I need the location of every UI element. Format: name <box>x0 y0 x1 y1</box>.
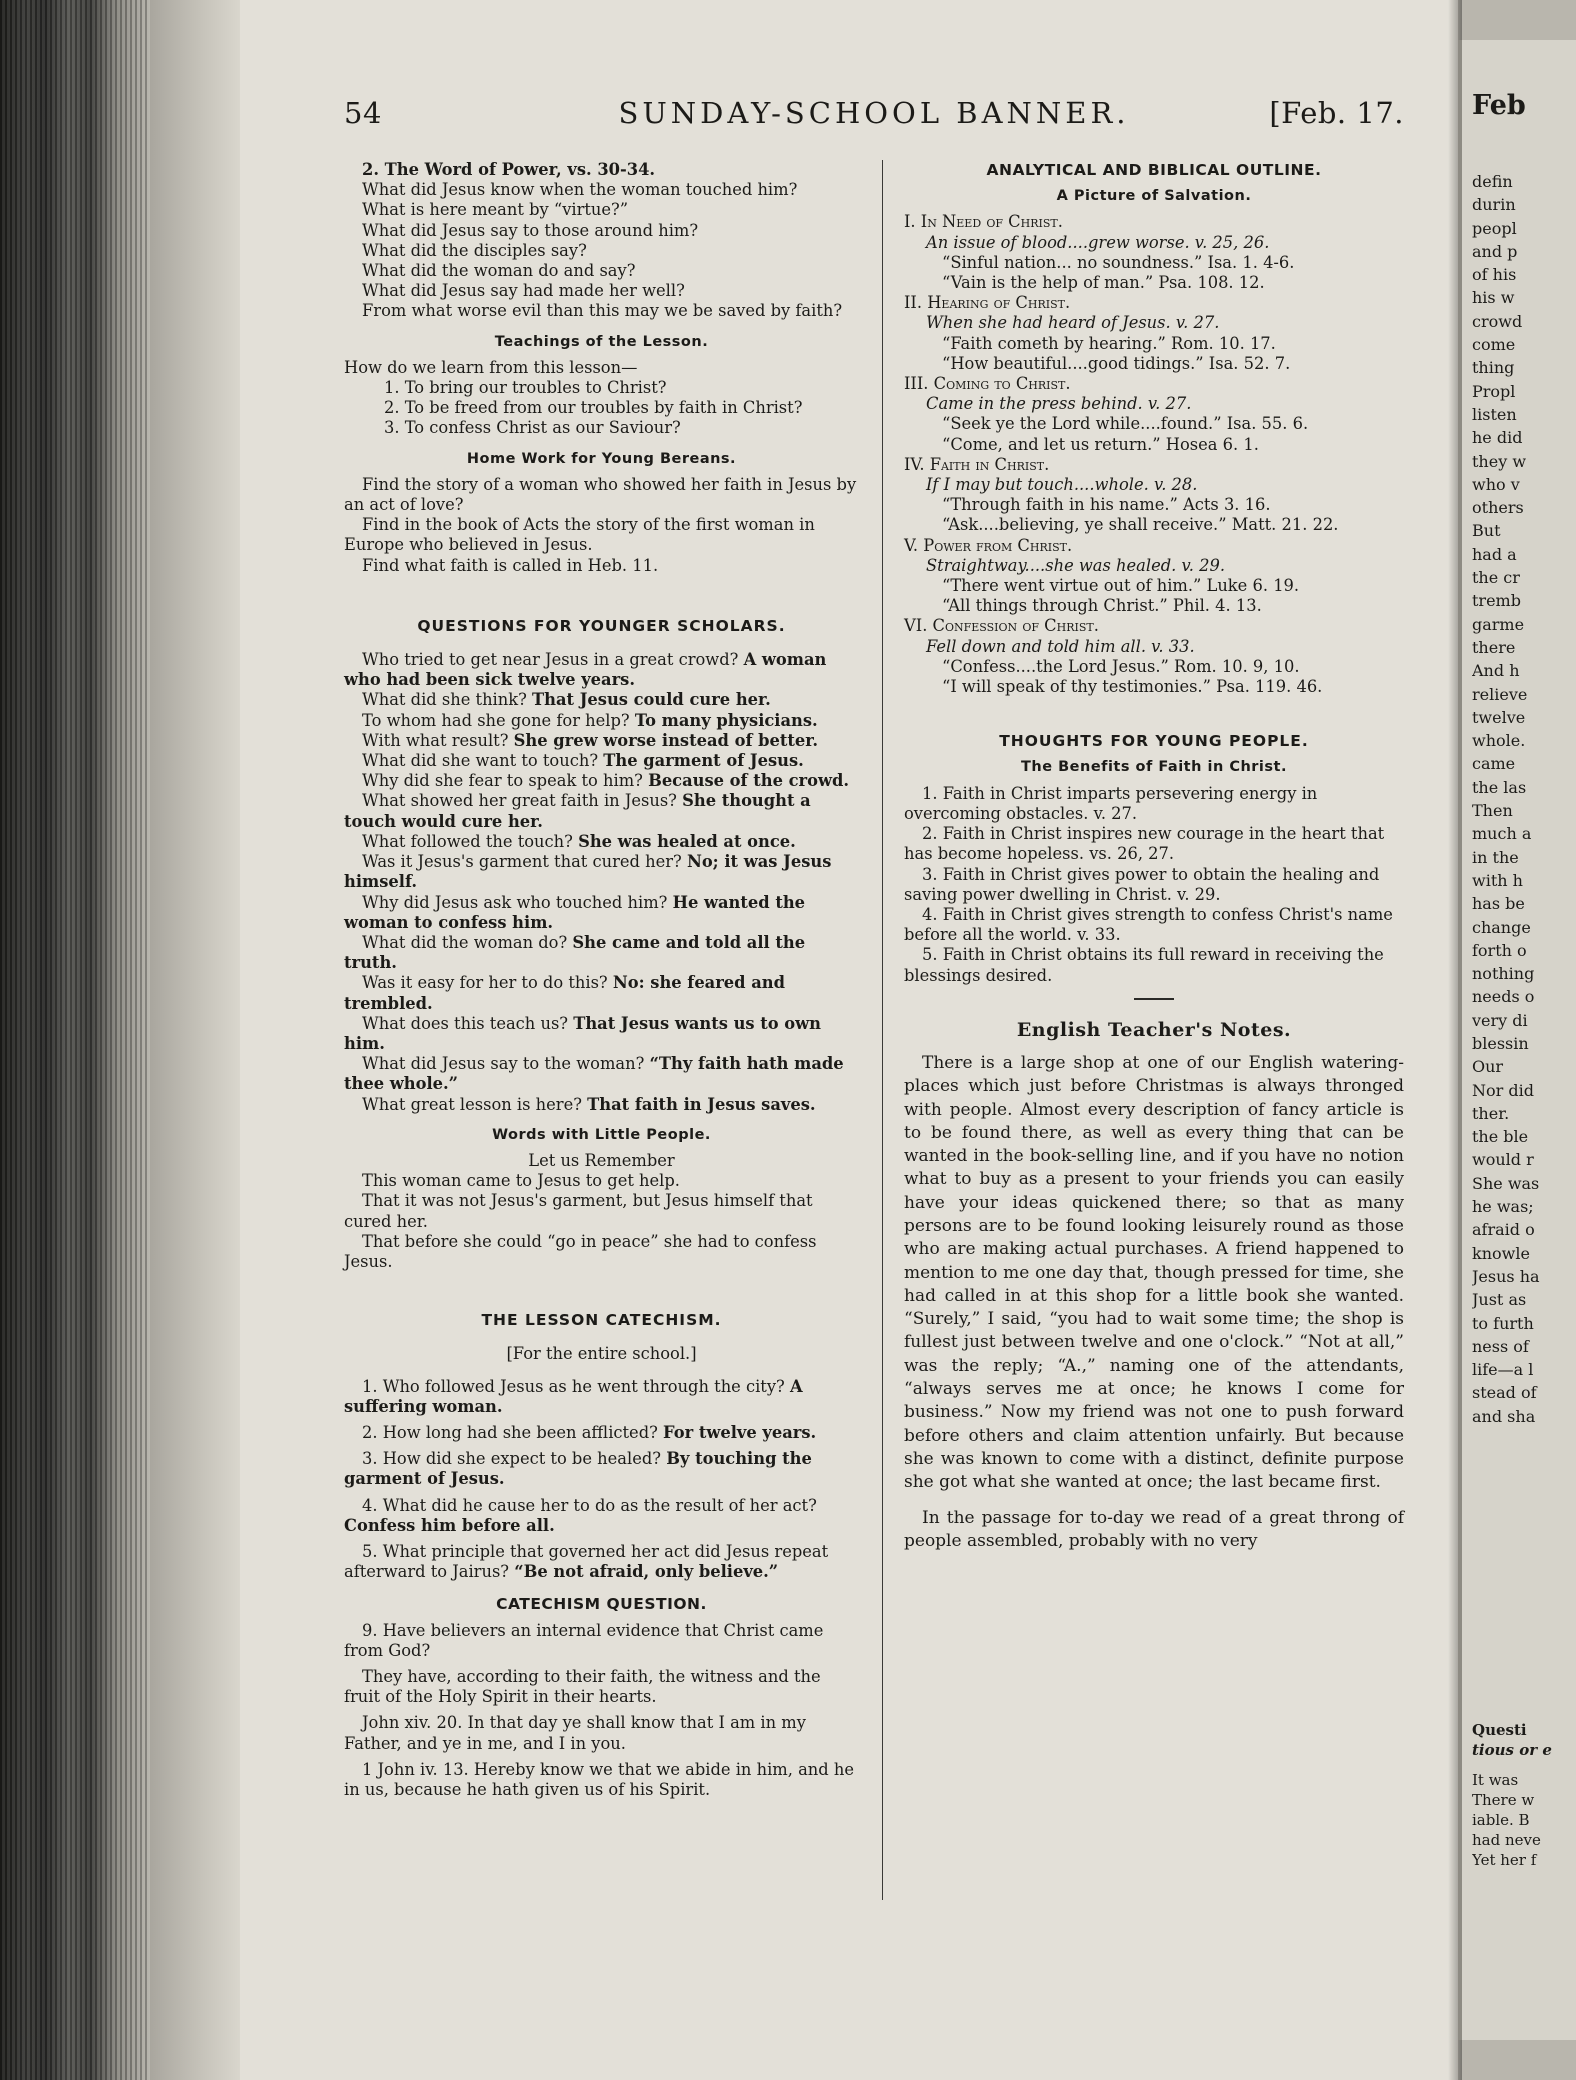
qa-item <box>344 751 859 771</box>
next-page-line: to furth <box>1472 1313 1534 1333</box>
next-page-line: Propl <box>1472 381 1516 401</box>
next-page-line: in the <box>1472 847 1519 867</box>
next-page-line: came <box>1472 754 1516 774</box>
qa-item <box>344 852 859 892</box>
home-work-heading: Home Work for Young Bereans. <box>466 450 737 467</box>
next-page-line: Jesus ha <box>1472 1266 1540 1286</box>
next-page-line: She was <box>1472 1173 1540 1193</box>
qa-item <box>344 832 859 852</box>
next-page-line: had a <box>1472 544 1517 564</box>
next-page-line: change <box>1472 917 1531 937</box>
next-page-sliver <box>1458 40 1576 2040</box>
next-page-line: ther. <box>1472 1103 1510 1123</box>
question: What did she think? <box>362 690 527 710</box>
outline-text-ref: Came in the press behind. v. 27. <box>926 394 1192 414</box>
qa-item <box>344 690 859 710</box>
little-people-item: That before she could “go in peace” she had to confess Jesus. <box>344 1231 817 1271</box>
answer: He wanted the woman to confess him. <box>344 892 806 932</box>
next-page-line: very di <box>1472 1010 1528 1030</box>
outline-text-ref: Straightway....she was healed. v. 29. <box>926 555 1225 575</box>
next-page-line: afraid o <box>1472 1220 1535 1240</box>
next-page-line: and sha <box>1472 1406 1536 1426</box>
next-page-line: Just as <box>1472 1290 1527 1310</box>
home-work-item: Find in the book of Acts the story of the first woman in Europe who believed in Jesus. <box>344 515 815 555</box>
outline-text-ref: If I may but touch....whole. v. 28. <box>926 475 1198 495</box>
qa-item <box>344 1423 859 1443</box>
publication-title: SUNDAY-SCHOOL BANNER. <box>618 96 1130 130</box>
answer: A suffering woman. <box>344 1376 803 1416</box>
next-page-line: the cr <box>1472 568 1520 588</box>
answer: A woman who had been sick twelve years. <box>344 650 827 690</box>
english-notes-para: There is a large shop at one of our English watering-places which just before Christmas is always thronged with people. Almost every description of fancy article is to be found there, as well as every thing that can be wanted in the book-selling line, and if you have no notion what to buy as a present to your friends you can easily have your ideas quickened there; so that as many persons are to be found looking leisurely round as those who are making actual purchases. A friend happened to mention to me one day that, though pressed for time, she had called in at this shop for a little book she wanted. “Surely,” I said, “you had to wait some time; the shop is fullest just between twelve and one o'clock.” “Not at all,” was the reply; “A.,” naming one of the attendants, “always serves me at once; he knows I come for business.” Now my friend was not one to push forward before others and claim attention unfairly. But because she was known to come with a distinct, definite purpose she got what she wanted at once; the last became first. <box>904 1052 1404 1493</box>
english-notes-heading: English Teacher's Notes. <box>1016 1018 1292 1041</box>
answer: To many physicians. <box>634 710 818 730</box>
next-page-line: life—a l <box>1472 1360 1534 1380</box>
thoughts-item: 4. Faith in Christ gives strength to confess Christ's name before all the world. v. 33. <box>904 904 1393 945</box>
next-page-lines <box>1472 170 1576 1428</box>
answer: She was healed at once. <box>578 831 796 851</box>
catechism-question-para: 9. Have believers an internal evidence that Christ came from God? <box>344 1620 824 1660</box>
catechism-question-heading: CATECHISM QUESTION. <box>496 1595 707 1614</box>
next-page-line: others <box>1472 498 1524 518</box>
outline-subheading: A Picture of Salvation. <box>1056 188 1252 205</box>
teachings-item: 1. To bring our troubles to Christ? <box>384 378 667 398</box>
answer: No: she feared and trembled. <box>344 973 785 1013</box>
next-page-line: much a <box>1472 824 1532 844</box>
next-page-line: stead of <box>1472 1383 1537 1403</box>
question: What did Jesus say to the woman? <box>362 1054 645 1074</box>
question: What did she want to touch? <box>362 751 599 771</box>
outline-quote: “Through faith in his name.” Acts 3. 16. <box>942 495 1271 515</box>
outline-quote: “How beautiful....good tidings.” Isa. 52. 7. <box>942 353 1291 373</box>
qa-item <box>344 1054 859 1094</box>
qa-item <box>344 791 859 831</box>
younger-scholars-heading: QUESTIONS FOR YOUNGER SCHOLARS. <box>417 616 786 635</box>
next-page-line: listen <box>1472 404 1517 424</box>
book-binding <box>0 0 150 2080</box>
outline-section-head: IV. Faith in Christ. <box>904 454 1050 474</box>
lesson-catechism-subheading: [For the entire school.] <box>506 1344 697 1364</box>
catechism-qa <box>344 1377 859 1583</box>
word-of-power-questions <box>344 180 859 321</box>
next-page-line: forth o <box>1472 940 1527 960</box>
answer: By touching the garment of Jesus. <box>344 1449 812 1489</box>
question: 3. How did she expect to be healed? <box>362 1449 661 1469</box>
next-page-line: It was <box>1472 1771 1519 1789</box>
running-head <box>344 96 1404 136</box>
next-page-line: nothing <box>1472 964 1535 984</box>
next-page-line: relieve <box>1472 684 1528 704</box>
outline-quote: “Come, and let us return.” Hosea 6. 1. <box>942 434 1259 454</box>
next-page-line: defin <box>1472 172 1513 191</box>
catechism-question-para: John xiv. 20. In that day ye shall know that I am in my Father, and ye in me, and I in you. <box>344 1713 806 1753</box>
home-work-item: Find the story of a woman who showed her faith in Jesus by an act of love? <box>344 474 857 515</box>
qa-item <box>344 973 859 1013</box>
outline-quote: “I will speak of thy testimonies.” Psa. 119. 46. <box>942 677 1323 697</box>
thoughts-item: 1. Faith in Christ imparts persevering energy in overcoming obstacles. v. 27. <box>904 783 1318 823</box>
next-page-line: garme <box>1472 614 1525 634</box>
next-page-line: blessin <box>1472 1033 1529 1053</box>
question: What did the woman do and say? <box>362 261 636 281</box>
qa-item <box>344 731 859 751</box>
next-page-line: the ble <box>1472 1127 1529 1147</box>
next-page-line: twelve <box>1472 707 1526 727</box>
little-people-subheading: Let us Remember <box>528 1150 675 1170</box>
next-page-line: durin <box>1472 195 1516 215</box>
spacer <box>344 1365 859 1377</box>
answer: “Thy faith hath made thee whole.” <box>344 1054 844 1094</box>
outline-quote: “Seek ye the Lord while....found.” Isa. 55. 6. <box>942 414 1309 434</box>
next-page-line: tious or e <box>1472 1741 1552 1759</box>
question: From what worse evil than this may we be saved by faith? <box>362 301 843 321</box>
teachings-heading: Teachings of the Lesson. <box>494 333 709 350</box>
question: 2. How long had she been afflicted? <box>362 1422 658 1442</box>
question: What did Jesus know when the woman touched him? <box>362 180 798 200</box>
issue-date: [Feb. 17. <box>1269 96 1404 130</box>
outline-section-head: II. Hearing of Christ. <box>904 293 1071 313</box>
next-page-line: Nor did <box>1472 1080 1534 1100</box>
next-page-line: iable. B <box>1472 1811 1530 1829</box>
next-page-header: Feb <box>1472 90 1526 121</box>
next-page-line: would r <box>1472 1150 1534 1170</box>
next-page-line: Then <box>1472 801 1513 821</box>
question: What showed her great faith in Jesus? <box>362 791 677 811</box>
question: 5. What principle that governed her act did Jesus repeat afterward to Jairus? <box>344 1541 829 1582</box>
next-page-line: Our <box>1472 1057 1504 1077</box>
next-page-line: who v <box>1472 474 1520 494</box>
answer: No; it was Jesus himself. <box>344 852 832 892</box>
lesson-catechism-heading: THE LESSON CATECHISM. <box>481 1311 722 1330</box>
qa-item <box>344 893 859 933</box>
question: Who tried to get near Jesus in a great crowd? <box>362 650 739 670</box>
outline-text-ref: An issue of blood....grew worse. v. 25, 26. <box>926 232 1270 252</box>
page-number: 54 <box>344 96 382 130</box>
little-people-item: This woman came to Jesus to get help. <box>362 1171 680 1191</box>
next-page-line: with h <box>1472 870 1523 890</box>
question: What did Jesus say had made her well? <box>362 281 685 301</box>
answer: That Jesus could cure her. <box>532 690 771 710</box>
outline-section-head: I. In Need of Christ. <box>904 212 1063 232</box>
qa-item <box>344 1542 859 1582</box>
word-of-power-heading: 2. The Word of Power, vs. 30-34. <box>362 160 656 179</box>
younger-scholars-qa <box>344 650 859 1115</box>
next-page-line: there <box>1472 637 1516 657</box>
answer: Because of the crowd. <box>648 771 850 791</box>
question: 1. Who followed Jesus as he went through the city? <box>362 1376 785 1396</box>
qa-item <box>344 711 859 731</box>
next-page-line: the las <box>1472 777 1527 797</box>
teachings-intro: How do we learn from this lesson— <box>344 357 638 377</box>
next-page-line: his w <box>1472 288 1515 308</box>
spacer <box>904 1495 1404 1507</box>
question: Was it Jesus's garment that cured her? <box>362 852 682 872</box>
next-page-line: Yet her f <box>1472 1851 1537 1869</box>
thoughts-item: 5. Faith in Christ obtains its full reward in receiving the blessings desired. <box>904 945 1384 985</box>
thoughts-subheading: The Benefits of Faith in Christ. <box>1021 759 1287 776</box>
outline-text-ref: When she had heard of Jesus. v. 27. <box>926 313 1220 333</box>
answer: That Jesus wants us to own him. <box>344 1013 822 1053</box>
qa-item <box>344 650 859 690</box>
english-notes-para: In the passage for to-day we read of a great throng of people assembled, probably with no very <box>904 1507 1404 1551</box>
qa-item <box>344 1095 859 1115</box>
right-column <box>904 160 1404 1553</box>
page-54 <box>240 0 1458 2080</box>
teachings-item: 3. To confess Christ as our Saviour? <box>384 418 681 438</box>
answer: Confess him before all. <box>344 1515 555 1535</box>
question: What did the disciples say? <box>362 240 587 260</box>
question: What is here meant by “virtue?” <box>362 200 629 220</box>
outline-quote: “All things through Christ.” Phil. 4. 13. <box>942 596 1262 616</box>
little-people-heading: Words with Little People. <box>492 1126 711 1143</box>
outline-section <box>904 374 1404 455</box>
next-page-line: whole. <box>1472 731 1526 751</box>
catechism-question-para: They have, according to their faith, the witness and the fruit of the Holy Spirit in their hearts. <box>344 1667 821 1707</box>
next-page-line: Questi <box>1472 1721 1527 1739</box>
qa-item <box>344 1377 859 1417</box>
answer: The garment of Jesus. <box>603 751 804 771</box>
next-page-line: And h <box>1472 661 1520 681</box>
outline-quote: “Faith cometh by hearing.” Rom. 10. 17. <box>942 333 1276 353</box>
qa-item <box>344 771 859 791</box>
little-people-item: That it was not Jesus's garment, but Jesus himself that cured her. <box>344 1191 813 1231</box>
question: What did Jesus say to those around him? <box>362 220 699 240</box>
answer: She grew worse instead of better. <box>513 730 819 750</box>
answer: That faith in Jesus saves. <box>587 1094 816 1114</box>
outline-quote: “Vain is the help of man.” Psa. 108. 12. <box>942 273 1265 293</box>
page-edge <box>150 0 240 2080</box>
question: What great lesson is here? <box>362 1094 582 1114</box>
catechism-question-para: 1 John iv. 13. Hereby know we that we abide in him, and he in us, because he hath given us of his Spirit. <box>344 1759 854 1800</box>
thoughts-heading: THOUGHTS FOR YOUNG PEOPLE. <box>999 732 1309 751</box>
next-page-line: he did <box>1472 428 1523 448</box>
outline-quote: “Confess....the Lord Jesus.” Rom. 10. 9, 10. <box>942 656 1300 676</box>
outline-quote: “Sinful nation... no soundness.” Isa. 1. 4-6. <box>942 252 1295 272</box>
next-page-line: peopl <box>1472 218 1517 238</box>
outline-section-head: III. Coming to Christ. <box>904 374 1071 394</box>
qa-item <box>344 1014 859 1054</box>
column-rule <box>882 160 883 1900</box>
teachings-item: 2. To be freed from our troubles by faith in Christ? <box>384 398 803 418</box>
home-work-item: Find what faith is called in Heb. 11. <box>362 555 659 575</box>
next-page-line: of his <box>1472 265 1517 285</box>
next-page-line: But <box>1472 521 1501 541</box>
next-page-line: had neve <box>1472 1831 1541 1849</box>
answer: She came and told all the truth. <box>344 932 806 973</box>
outline-section <box>904 212 1404 293</box>
section-divider <box>1134 998 1174 1000</box>
outline-section <box>904 293 1404 374</box>
next-page-line: has be <box>1472 894 1525 914</box>
outline-section-head: V. Power from Christ. <box>904 535 1073 555</box>
next-page-bottom-lines <box>1472 1720 1576 1870</box>
answer: She thought a touch would cure her. <box>344 791 811 831</box>
question: Why did she fear to speak to him? <box>362 771 643 791</box>
question: To whom had she gone for help? <box>362 710 630 730</box>
next-page-line: ness of <box>1472 1336 1529 1356</box>
qa-item <box>344 933 859 973</box>
question: What did the woman do? <box>362 932 568 952</box>
thoughts-item: 2. Faith in Christ inspires new courage in the heart that has become hopeless. vs. 26, 27. <box>904 824 1385 864</box>
next-page-line: needs o <box>1472 987 1535 1007</box>
next-page-line: tremb <box>1472 591 1521 611</box>
answer: For twelve years. <box>663 1422 817 1442</box>
qa-item <box>344 1496 859 1536</box>
thoughts-item: 3. Faith in Christ gives power to obtain the healing and saving power dwelling in Christ. v. 29. <box>904 864 1380 904</box>
next-page-line: There w <box>1472 1791 1535 1809</box>
outline-heading: ANALYTICAL AND BIBLICAL OUTLINE. <box>986 161 1322 179</box>
outline-section <box>904 616 1404 697</box>
next-page-line: they w <box>1472 451 1527 471</box>
outline-quote: “Ask....believing, ye shall receive.” Matt. 21. 22. <box>942 515 1339 535</box>
question: What does this teach us? <box>362 1013 569 1033</box>
next-page-line: crowd <box>1472 311 1523 331</box>
answer: “Be not afraid, only believe.” <box>514 1562 779 1582</box>
outline-quote: “There went virtue out of him.” Luke 6. 19. <box>942 576 1300 596</box>
question: 4. What did he cause her to do as the result of her act? <box>362 1495 817 1515</box>
next-page-line: he was; <box>1472 1197 1534 1217</box>
outline-text-ref: Fell down and told him all. v. 33. <box>926 636 1195 656</box>
question: Why did Jesus ask who touched him? <box>362 892 668 912</box>
qa-item <box>344 1449 859 1489</box>
outline-section <box>904 536 1404 617</box>
next-page-line: thing <box>1472 358 1515 378</box>
question: What followed the touch? <box>362 831 573 851</box>
question: With what result? <box>362 730 509 750</box>
next-page-line: come <box>1472 335 1516 355</box>
outline-section <box>904 455 1404 536</box>
question: Was it easy for her to do this? <box>362 973 608 993</box>
next-page-line: knowle <box>1472 1243 1530 1263</box>
next-page-line: and p <box>1472 241 1518 261</box>
left-column <box>344 160 859 1800</box>
outline-section-head: VI. Confession of Christ. <box>904 616 1099 636</box>
